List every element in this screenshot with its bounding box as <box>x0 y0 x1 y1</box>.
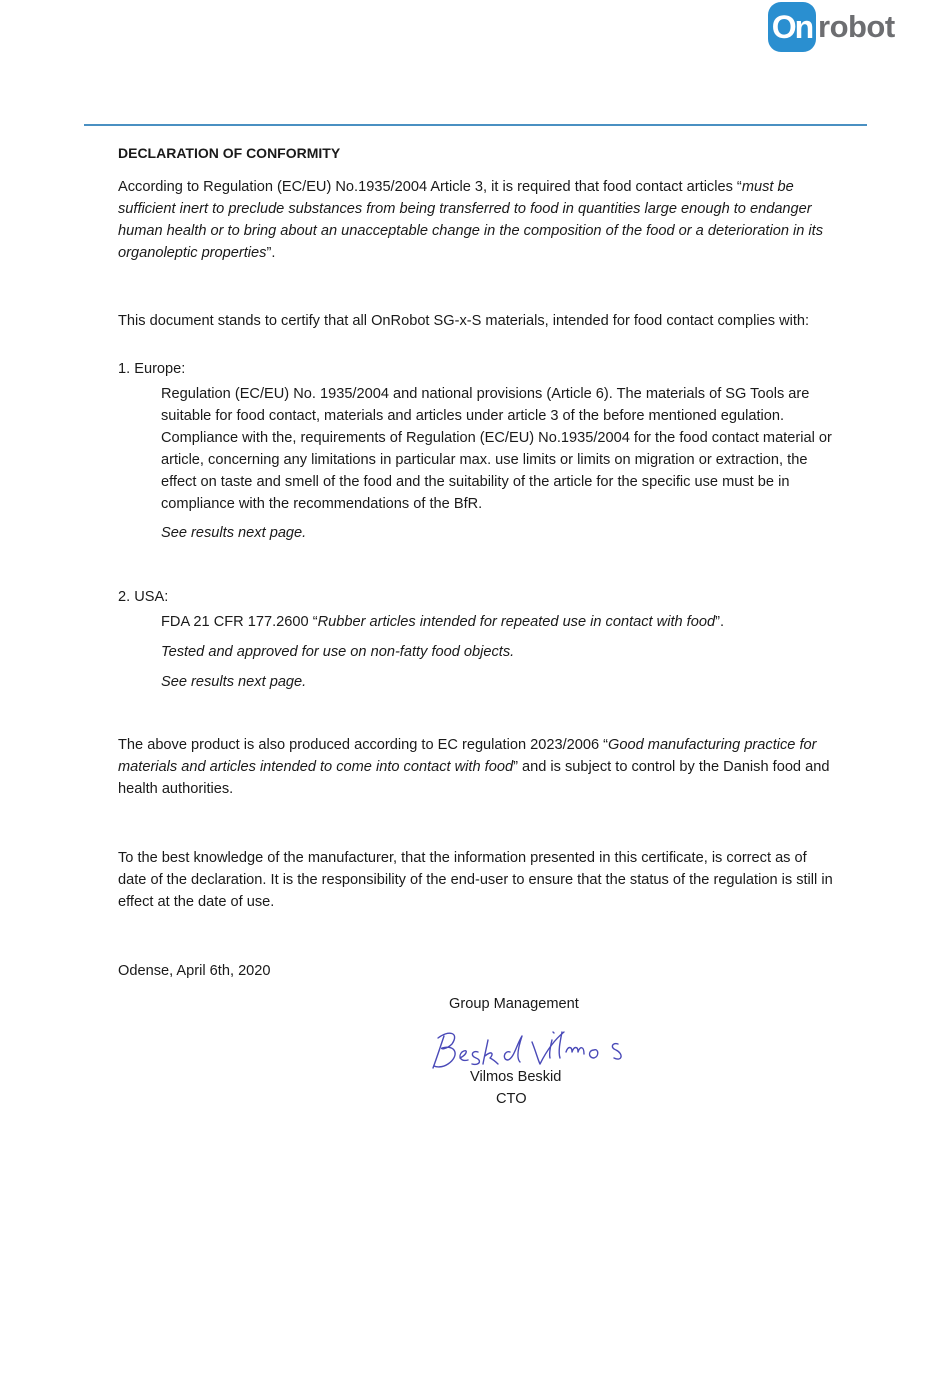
disclaimer-paragraph: To the best knowledge of the manufacturer, that the information presented in this certificate, is correct as of date of the declaration. It is the responsibility of the end-user to ensure that the status of the regulation is still in effect at the date of use. <box>118 850 833 910</box>
production-lead: The above product is also produced according to EC regulation 2023/2006 “ <box>118 737 609 753</box>
usa-fda-line <box>161 611 833 633</box>
usa-see-results <box>161 671 306 693</box>
fda-tail: ”. <box>715 614 725 630</box>
fda-quote: Rubber articles intended for repeated use in contact with food <box>317 614 716 630</box>
logo-wordmark: robot <box>818 9 895 44</box>
production-quote: Good manufacturing practice for materials and articles intended to come into contact with food <box>118 737 817 775</box>
fda-lead: FDA 21 CFR 177.2600 “ <box>161 614 318 630</box>
document-title: DECLARATION OF CONFORMITY <box>118 145 341 161</box>
usa-tested-text: Tested and approved for use on non-fatty food objects. <box>161 644 515 660</box>
usa-tested-line <box>161 641 514 663</box>
production-tail: ” and is subject to control by the Danish food and health authorities. <box>118 759 830 797</box>
europe-heading: 1. Europe: <box>118 361 186 377</box>
header-divider <box>84 124 867 126</box>
group-management-label: Group Management <box>449 996 579 1012</box>
logo-badge: On <box>768 2 816 52</box>
onrobot-logo <box>768 2 896 54</box>
usa-heading: 2. USA: <box>118 589 169 605</box>
intro-tail: ”. <box>266 245 276 261</box>
place-date: Odense, April 6th, 2020 <box>118 963 271 979</box>
intro-quote: must be sufficient inert to preclude substances from being transferred to food in quantities large enough to endanger human health or to bring about an unacceptable change in the composition of the food or a deterioration in its organoleptic properties <box>118 179 824 261</box>
certify-paragraph: This document stands to certify that all OnRobot SG-x-S materials, intended for food contact complies with: <box>118 313 810 329</box>
signatory-role: CTO <box>496 1091 527 1107</box>
europe-see-results-text: See results next page. <box>161 525 307 541</box>
europe-body: Regulation (EC/EU) No. 1935/2004 and national provisions (Article 6). The materials of SG Tools are suitable for food contact, materials and articles under article 3 of the before mentioned egulation. Compliance with the, requirements of Regulation (EC/EU) No.1935/2004 for the food contact material or article, concerning any limitations in particular max. use limits or limits on migration or extraction, the effect on taste and smell of the food and the suitability of the article for the specific use must be in compliance with the recommendations of the BfR. <box>161 386 832 512</box>
usa-see-results-text: See results next page. <box>161 674 307 690</box>
europe-see-results <box>161 522 306 544</box>
intro-paragraph <box>118 176 833 264</box>
signatory-name: Vilmos Beskid <box>470 1069 562 1085</box>
intro-lead: According to Regulation (EC/EU) No.1935/2004 Article 3, it is required that food contact articles “ <box>118 179 742 195</box>
production-paragraph <box>118 734 833 800</box>
